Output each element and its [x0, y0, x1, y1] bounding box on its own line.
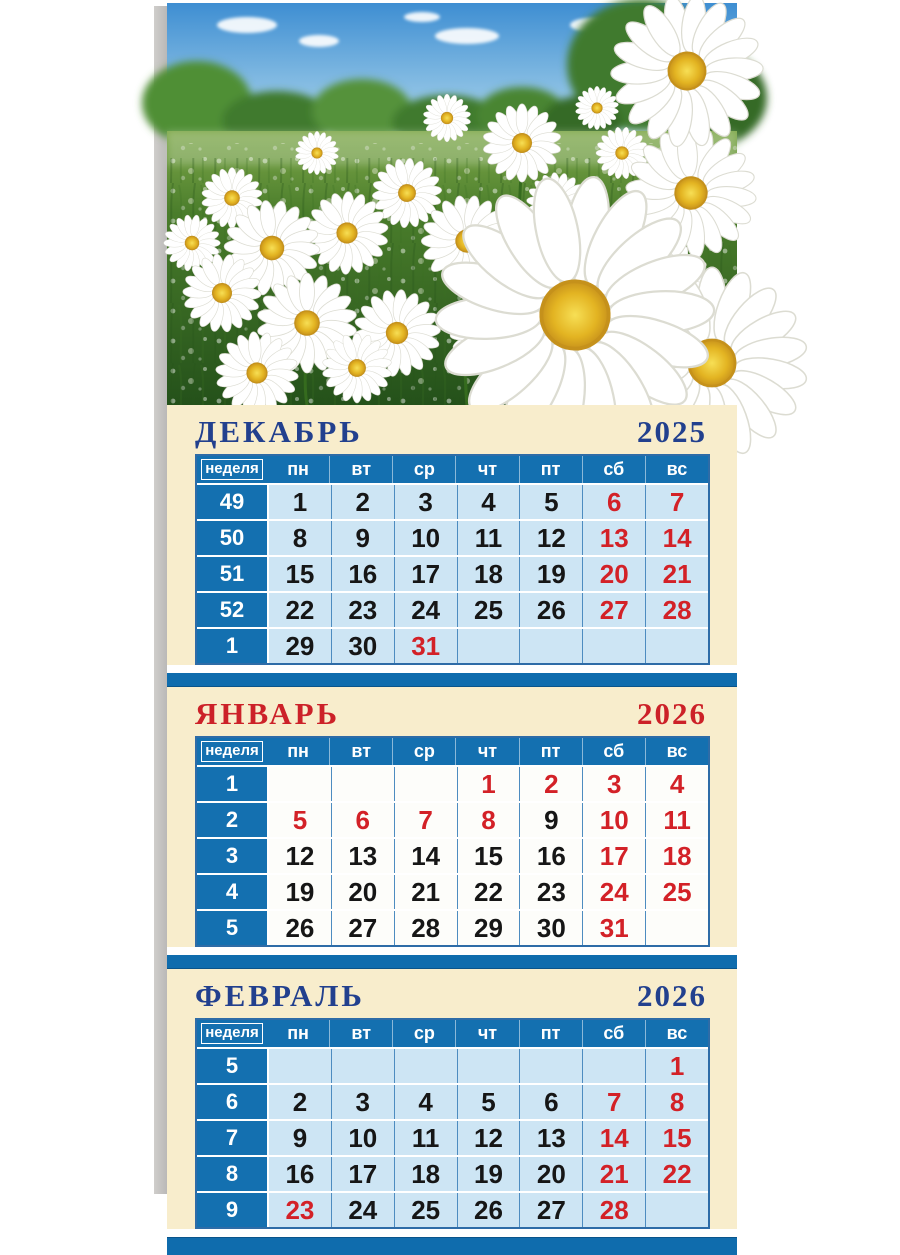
day-cell: 10: [394, 521, 457, 555]
month-grid: [195, 736, 710, 947]
day-cell: 20: [331, 875, 394, 909]
day-cell: 9: [269, 1121, 331, 1155]
day-cell: 22: [269, 593, 331, 627]
day-cell: 26: [519, 593, 582, 627]
week-row: [197, 803, 708, 837]
day-cell: 10: [582, 803, 645, 837]
day-cell: 26: [457, 1193, 520, 1227]
weekday-header: чт: [455, 1020, 518, 1047]
week-number: 49: [197, 485, 269, 519]
day-cell: 7: [645, 485, 708, 519]
day-cell: 14: [582, 1121, 645, 1155]
month-name: ФЕВРАЛЬ: [195, 978, 365, 1013]
weekday-header: пн: [287, 1023, 309, 1043]
week-number: 6: [197, 1085, 269, 1119]
day-cell: 28: [645, 593, 708, 627]
day-cell: 23: [269, 1193, 331, 1227]
week-col-header-cell: [197, 738, 267, 765]
empty-day-cell: [269, 767, 331, 801]
empty-day-cell: [269, 1049, 331, 1083]
day-cell: 5: [269, 803, 331, 837]
day-cell: 27: [331, 911, 394, 945]
weekday-header: ср: [392, 738, 455, 765]
week-col-header-cell: [197, 456, 267, 483]
day-cell: 6: [331, 803, 394, 837]
weekday-header: вт: [329, 456, 392, 483]
week-row: [197, 839, 708, 873]
day-cell: 9: [519, 803, 582, 837]
week-row: [197, 911, 708, 945]
day-cell: 3: [582, 767, 645, 801]
month-name: ДЕКАБРЬ: [195, 414, 363, 449]
day-cell: 21: [582, 1157, 645, 1191]
empty-day-cell: [331, 1049, 394, 1083]
day-cell: 29: [269, 629, 331, 663]
day-cell: 2: [331, 485, 394, 519]
weekday-header: пт: [519, 1020, 582, 1047]
day-cell: 8: [457, 803, 520, 837]
empty-day-cell: [394, 767, 457, 801]
week-col-header: неделя: [201, 459, 263, 480]
week-number: 50: [197, 521, 269, 555]
week-number: 8: [197, 1157, 269, 1191]
day-cell: 3: [331, 1085, 394, 1119]
week-col-header: неделя: [201, 1023, 263, 1044]
day-cell: 16: [331, 557, 394, 591]
weekday-header-row: [197, 1020, 708, 1047]
month-section: [167, 687, 737, 947]
day-cell: 18: [394, 1157, 457, 1191]
week-number: 4: [197, 875, 269, 909]
month-year: 2025: [637, 414, 707, 449]
day-cell: 13: [519, 1121, 582, 1155]
day-cell: 25: [645, 875, 708, 909]
day-cell: 11: [457, 521, 520, 555]
week-row: [197, 557, 708, 591]
month-grid: [195, 454, 710, 665]
week-row: [197, 485, 708, 519]
day-cell: 28: [582, 1193, 645, 1227]
empty-day-cell: [645, 629, 708, 663]
day-cell: 13: [582, 521, 645, 555]
empty-day-cell: [457, 629, 520, 663]
day-cell: 1: [457, 767, 520, 801]
day-cell: 1: [269, 485, 331, 519]
day-cell: 3: [394, 485, 457, 519]
day-cell: 30: [331, 629, 394, 663]
weekday-header: сб: [582, 1020, 645, 1047]
day-cell: 25: [457, 593, 520, 627]
week-number: 51: [197, 557, 269, 591]
week-row: [197, 767, 708, 801]
week-row: [197, 1085, 708, 1119]
weekday-header: сб: [582, 456, 645, 483]
week-row: [197, 1157, 708, 1191]
day-cell: 20: [519, 1157, 582, 1191]
day-cell: 5: [457, 1085, 520, 1119]
weekday-header-row: [197, 456, 708, 483]
day-cell: 12: [269, 839, 331, 873]
weekday-header-row: [197, 738, 708, 765]
day-cell: 1: [645, 1049, 708, 1083]
day-cell: 12: [457, 1121, 520, 1155]
wall-calendar: [167, 3, 737, 1255]
day-cell: 21: [394, 875, 457, 909]
day-cell: 18: [457, 557, 520, 591]
week-number: 2: [197, 803, 269, 837]
empty-day-cell: [519, 1049, 582, 1083]
week-number: 5: [197, 911, 269, 945]
week-col-header: неделя: [201, 741, 263, 762]
week-number: 52: [197, 593, 269, 627]
weekday-header: вс: [645, 1020, 708, 1047]
week-row: [197, 629, 708, 663]
week-row: [197, 1049, 708, 1083]
month-section: [167, 405, 737, 665]
empty-day-cell: [645, 911, 708, 945]
day-cell: 19: [457, 1157, 520, 1191]
week-col-header-cell: [197, 1020, 267, 1047]
day-cell: 17: [582, 839, 645, 873]
weekday-header: пн: [287, 459, 309, 479]
day-cell: 18: [645, 839, 708, 873]
day-cell: 14: [394, 839, 457, 873]
months-container: [167, 405, 737, 1237]
day-cell: 11: [394, 1121, 457, 1155]
month-grid: [195, 1018, 710, 1229]
weekday-header: вс: [645, 738, 708, 765]
day-cell: 6: [519, 1085, 582, 1119]
day-cell: 5: [519, 485, 582, 519]
weekday-header: пн: [287, 741, 309, 761]
week-number: 7: [197, 1121, 269, 1155]
empty-day-cell: [331, 767, 394, 801]
weekday-header: ср: [392, 456, 455, 483]
month-header: [167, 405, 737, 452]
day-cell: 17: [331, 1157, 394, 1191]
left-shadow-strip: [154, 6, 167, 1194]
weekday-header: чт: [455, 738, 518, 765]
weeks-body: [197, 485, 708, 663]
week-row: [197, 1193, 708, 1227]
day-cell: 12: [519, 521, 582, 555]
month-header: [167, 687, 737, 734]
weekday-header: пт: [519, 456, 582, 483]
weeks-body: [197, 1049, 708, 1227]
empty-day-cell: [582, 629, 645, 663]
week-row: [197, 1121, 708, 1155]
day-cell: 23: [519, 875, 582, 909]
day-cell: 4: [645, 767, 708, 801]
weekday-header: ср: [392, 1020, 455, 1047]
empty-day-cell: [519, 629, 582, 663]
day-cell: 19: [269, 875, 331, 909]
weekday-header: вс: [645, 456, 708, 483]
day-cell: 7: [394, 803, 457, 837]
day-cell: 16: [519, 839, 582, 873]
day-cell: 24: [394, 593, 457, 627]
day-cell: 26: [269, 911, 331, 945]
week-number: 5: [197, 1049, 269, 1083]
day-cell: 22: [645, 1157, 708, 1191]
weekday-header: чт: [455, 456, 518, 483]
day-cell: 11: [645, 803, 708, 837]
week-number: 1: [197, 767, 269, 801]
day-cell: 8: [645, 1085, 708, 1119]
week-number: 1: [197, 629, 269, 663]
day-cell: 4: [457, 485, 520, 519]
day-cell: 20: [582, 557, 645, 591]
day-cell: 25: [394, 1193, 457, 1227]
day-cell: 24: [582, 875, 645, 909]
week-row: [197, 521, 708, 555]
week-number: 9: [197, 1193, 269, 1227]
weekday-header: вт: [329, 1020, 392, 1047]
month-header: [167, 969, 737, 1016]
day-cell: 21: [645, 557, 708, 591]
day-cell: 2: [519, 767, 582, 801]
week-row: [197, 593, 708, 627]
day-cell: 17: [394, 557, 457, 591]
weekday-header: пт: [519, 738, 582, 765]
header-photo: [167, 3, 737, 405]
day-cell: 28: [394, 911, 457, 945]
day-cell: 8: [269, 521, 331, 555]
day-cell: 31: [582, 911, 645, 945]
empty-day-cell: [645, 1193, 708, 1227]
day-cell: 9: [331, 521, 394, 555]
day-cell: 15: [269, 557, 331, 591]
month-section: [167, 969, 737, 1229]
day-cell: 7: [582, 1085, 645, 1119]
day-cell: 23: [331, 593, 394, 627]
bottom-blue-bar: [167, 1237, 737, 1255]
month-divider-bar: [167, 955, 737, 969]
empty-day-cell: [582, 1049, 645, 1083]
day-cell: 29: [457, 911, 520, 945]
day-cell: 31: [394, 629, 457, 663]
weeks-body: [197, 767, 708, 945]
day-cell: 6: [582, 485, 645, 519]
day-cell: 10: [331, 1121, 394, 1155]
month-year: 2026: [637, 978, 707, 1013]
day-cell: 24: [331, 1193, 394, 1227]
day-cell: 2: [269, 1085, 331, 1119]
weekday-header: сб: [582, 738, 645, 765]
month-year: 2026: [637, 696, 707, 731]
day-cell: 4: [394, 1085, 457, 1119]
week-number: 3: [197, 839, 269, 873]
empty-day-cell: [457, 1049, 520, 1083]
empty-day-cell: [394, 1049, 457, 1083]
day-cell: 19: [519, 557, 582, 591]
day-cell: 13: [331, 839, 394, 873]
week-row: [197, 875, 708, 909]
day-cell: 27: [519, 1193, 582, 1227]
day-cell: 15: [457, 839, 520, 873]
month-divider-bar: [167, 673, 737, 687]
daisy-field-photo: [167, 3, 737, 405]
day-cell: 15: [645, 1121, 708, 1155]
day-cell: 14: [645, 521, 708, 555]
day-cell: 30: [519, 911, 582, 945]
day-cell: 27: [582, 593, 645, 627]
month-name: ЯНВАРЬ: [195, 696, 341, 731]
day-cell: 22: [457, 875, 520, 909]
weekday-header: вт: [329, 738, 392, 765]
day-cell: 16: [269, 1157, 331, 1191]
